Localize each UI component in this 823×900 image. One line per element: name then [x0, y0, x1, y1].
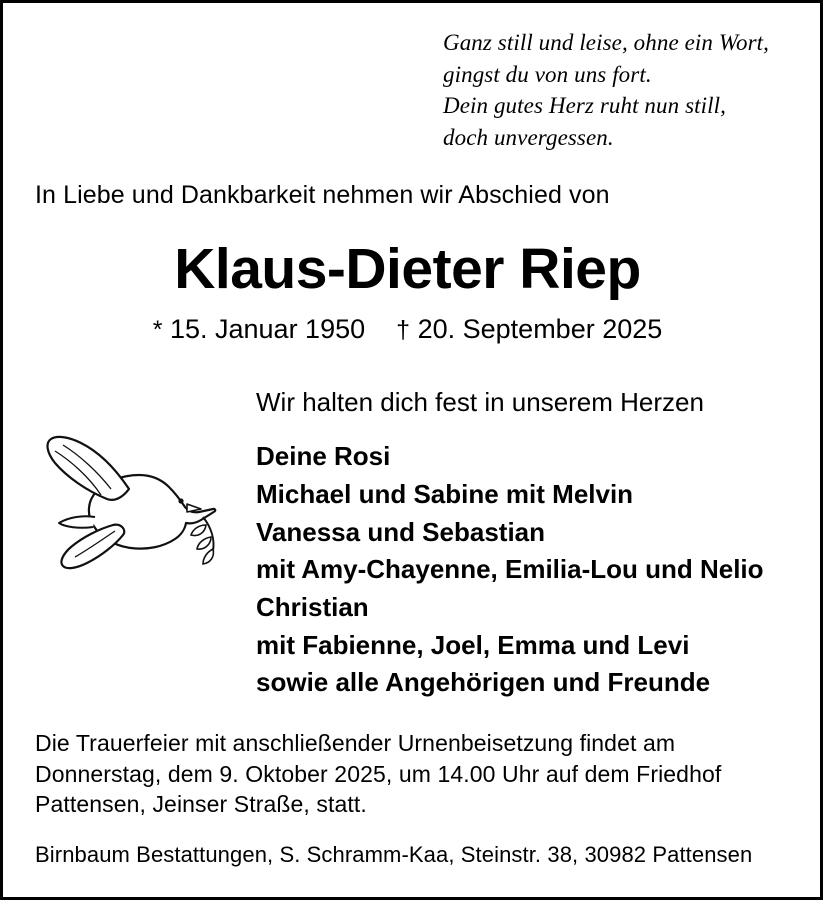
funeral-home-line: Birnbaum Bestattungen, S. Schramm-Kaa, Steinstr. 38, 30982 Pattensen: [35, 841, 753, 867]
family-name-5: Christian: [256, 591, 369, 622]
ceremony-details: [35, 728, 788, 820]
family-block: [250, 387, 788, 702]
family-name-1: Deine Rosi: [256, 441, 391, 472]
ceremony-line-2: Donnerstag, dem 9. Oktober 2025, um 14.00 Uhr auf dem Friedhof: [35, 760, 722, 787]
family-lead-text: Wir halten dich fest in unserem Herzen: [256, 386, 704, 417]
ceremony-line-1: Die Trauerfeier mit anschließender Urnenbeisetzung findet am: [35, 729, 676, 756]
middle-section: [35, 387, 788, 702]
poem-line-4: doch unvergessen.: [443, 125, 614, 151]
family-name-4: mit Amy-Chayenne, Emilia-Lou und Nelio: [256, 554, 764, 585]
death-date: 20. September 2025: [417, 313, 663, 344]
deceased-name: Klaus-Dieter Riep: [174, 236, 641, 301]
birth-date: 15. Januar 1950: [169, 313, 366, 344]
death-symbol: †: [396, 315, 411, 344]
family-names-list: [256, 438, 788, 702]
birth-symbol: *: [152, 315, 163, 344]
poem-line-3: Dein gutes Herz ruht nun still,: [443, 93, 726, 119]
poem-line-1: Ganz still und leise, ohne ein Wort,: [443, 30, 770, 55]
life-dates: [35, 314, 788, 345]
dove-icon: [35, 387, 250, 702]
intro-text: In Liebe und Dankbarkeit nehmen wir Abschied von: [35, 180, 610, 209]
family-name-7: sowie alle Angehörigen und Freunde: [256, 667, 711, 698]
family-name-3: Vanessa und Sebastian: [256, 516, 546, 547]
family-name-2: Michael und Sabine mit Melvin: [256, 478, 634, 509]
family-name-6: mit Fabienne, Joel, Emma und Levi: [256, 629, 690, 660]
poem-block: [443, 27, 788, 154]
poem-line-2: gingst du von uns fort.: [443, 61, 652, 87]
ceremony-line-3: Pattensen, Jeinser Straße, statt.: [35, 791, 367, 818]
